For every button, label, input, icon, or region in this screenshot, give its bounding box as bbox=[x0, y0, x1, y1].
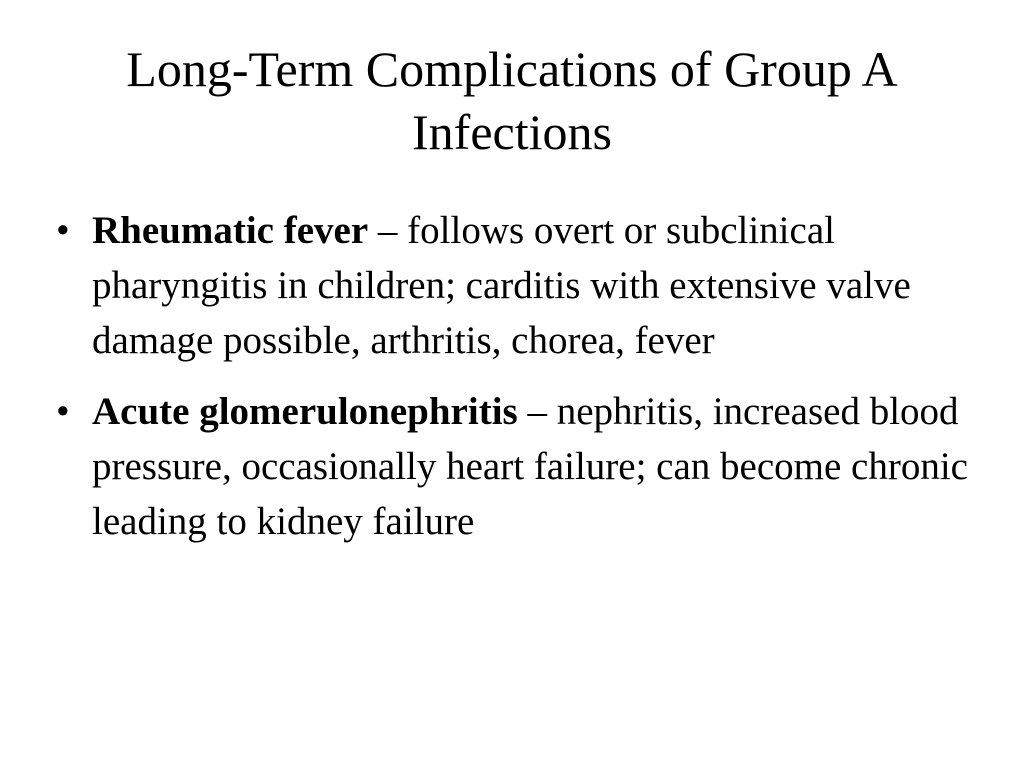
bullet-item-acute-glomerulonephritis bbox=[52, 384, 982, 549]
bullet-marker: • bbox=[56, 390, 70, 433]
bullet-marker: • bbox=[56, 209, 70, 252]
bullet-term: Acute glomerulonephritis bbox=[92, 390, 518, 433]
slide-title: Long-Term Complications of Group A Infections bbox=[126, 41, 898, 160]
bullet-term: Rheumatic fever bbox=[92, 209, 369, 252]
bullet-description: – nephritis, increased blood pressure, occasionally heart failure; can become chronic leading to kidney failure bbox=[92, 390, 968, 543]
bullet-list bbox=[52, 203, 982, 565]
bullet-description: – follows overt or subclinical pharyngitis in children; carditis with extensive valve damage possible, arthritis, chorea, fever bbox=[92, 209, 911, 362]
bullet-item-rheumatic-fever bbox=[52, 203, 982, 368]
